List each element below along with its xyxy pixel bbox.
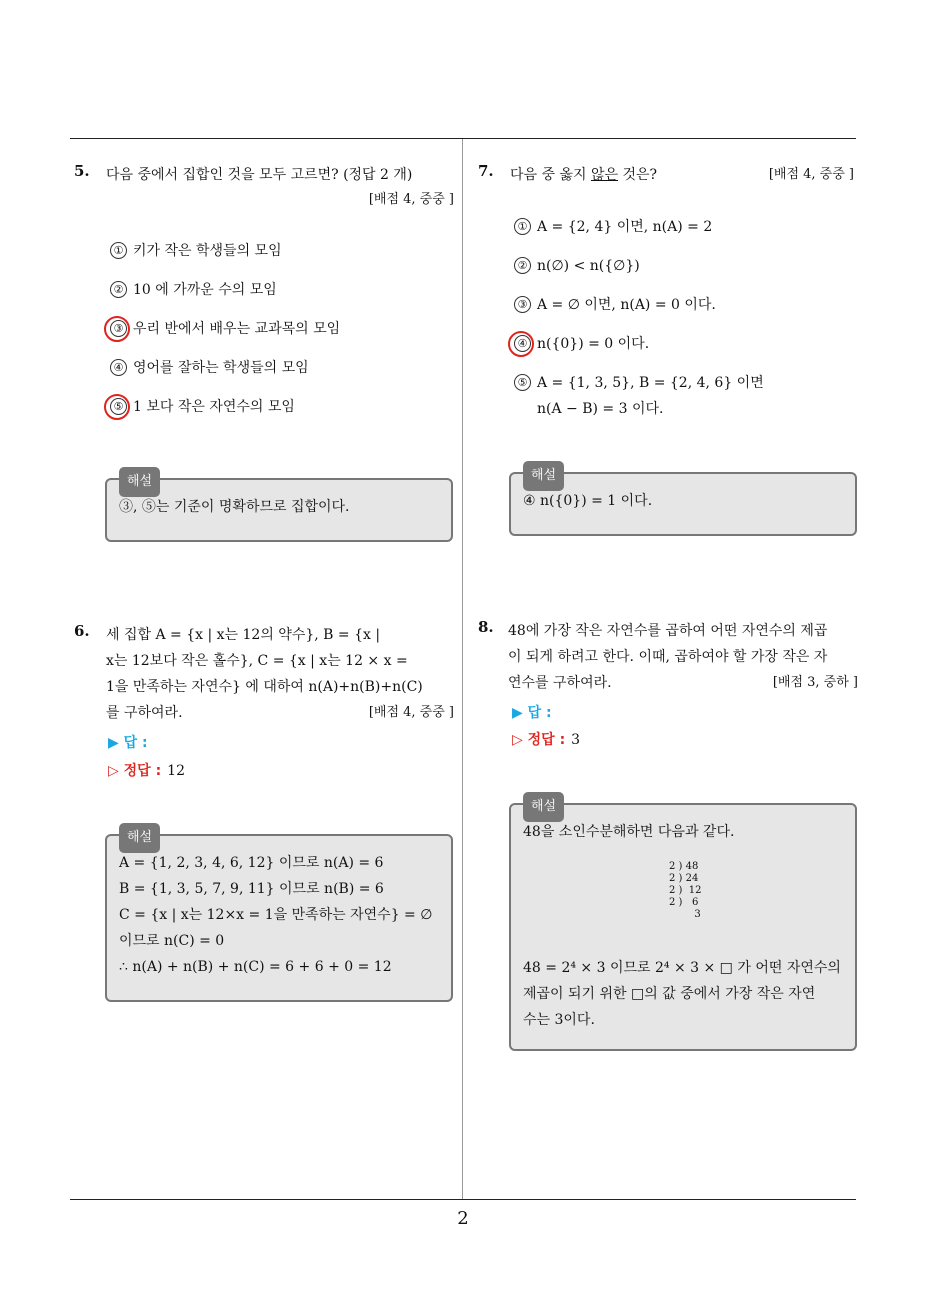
choice-text: 10 에 가까운 수의 모임 (133, 282, 277, 298)
top-rule (70, 138, 856, 139)
division-row: 2 ) 48 (669, 861, 699, 872)
explanation-line: 제곱이 되기 위한 □의 값 중에서 가장 작은 자연 (523, 986, 816, 1002)
explanation-box (509, 468, 857, 536)
choice-3[interactable] (110, 316, 340, 342)
prime-factorization-division (669, 861, 702, 921)
answer-mark (104, 316, 130, 342)
explanation-box (105, 830, 453, 1002)
choice-number: ② (110, 281, 127, 298)
choice-text: A = {2, 4} 이면, n(A) = 2 (537, 219, 713, 235)
question-number: 5. (74, 162, 90, 180)
column-divider (462, 139, 463, 1199)
choice-5-continued (537, 396, 663, 422)
choice-text: 1 보다 작은 자연수의 모임 (133, 399, 295, 415)
choice-4[interactable] (110, 355, 309, 381)
answer-mark (508, 331, 534, 357)
choice-number: ⑤ (110, 398, 127, 415)
choice-1[interactable] (514, 214, 712, 240)
choice-number: ① (110, 242, 127, 259)
choice-text: A = ∅ 이면, n(A) = 0 이다. (537, 297, 716, 313)
question-5 (74, 162, 454, 207)
question-meta: [배점 4, 중중 ] (768, 167, 854, 182)
correct-label: ▷ 정답 : (512, 732, 566, 748)
choice-3[interactable] (514, 292, 716, 318)
question-meta: [배점 4, 중중 ] (368, 705, 454, 720)
explanation-box (105, 474, 453, 542)
choice-text: 영어를 잘하는 학생들의 모임 (133, 360, 309, 376)
choice-text: 키가 작은 학생들의 모임 (133, 243, 282, 259)
correct-answer-row (108, 760, 185, 780)
question-number: 8. (478, 618, 494, 636)
choice-number: ① (514, 218, 531, 235)
choice-text: n({0}) = 0 이다. (537, 336, 650, 352)
question-8 (478, 618, 858, 696)
answer-input-row[interactable] (108, 732, 148, 752)
choice-text: 우리 반에서 배우는 교과목의 모임 (133, 321, 341, 337)
correct-label: ▷ 정답 : (108, 763, 162, 779)
question-line: 를 구하여라. (106, 705, 183, 721)
choice-number: ② (514, 257, 531, 274)
explanation-line: B = {1, 3, 5, 7, 9, 11} 이므로 n(B) = 6 (119, 881, 384, 897)
question-meta: [배점 3, 중하 ] (772, 675, 858, 690)
question-text-pre: 다음 중 옳지 (510, 167, 591, 183)
choice-number: ③ (514, 296, 531, 313)
division-row: 2 ) 24 (669, 873, 699, 884)
explanation-line: C = {x | x는 12×x = 1을 만족하는 자연수} = ∅ (119, 907, 433, 923)
choice-5[interactable] (514, 370, 764, 396)
choice-text: n(A − B) = 3 이다. (537, 401, 664, 417)
question-text: 다음 중에서 집합인 것을 모두 고르면? (정답 2 개) (106, 167, 413, 183)
choice-1[interactable] (110, 238, 282, 264)
choice-number: ④ (110, 359, 127, 376)
explanation-tag: 해설 (523, 792, 564, 822)
explanation-line: 이므로 n(C) = 0 (119, 933, 225, 949)
choice-5[interactable] (110, 394, 295, 420)
question-text-underline: 않은 (590, 167, 619, 183)
explanation-line: 48 = 2⁴ × 3 이므로 2⁴ × 3 × □ 가 어떤 자연수의 (523, 960, 841, 976)
question-line: 1을 만족하는 자연수} 에 대하여 n(A)+n(B)+n(C) (106, 679, 423, 695)
choice-4[interactable] (514, 331, 649, 357)
explanation-tag: 해설 (119, 823, 160, 853)
choice-number: ③ (110, 320, 127, 337)
question-text-post: 것은? (618, 167, 658, 183)
explanation-line: A = {1, 2, 3, 4, 6, 12} 이므로 n(A) = 6 (119, 855, 384, 871)
choice-text: A = {1, 3, 5}, B = {2, 4, 6} 이면 (537, 375, 764, 391)
explanation-box (509, 799, 857, 1051)
question-line: 세 집합 A = {x | x는 12의 약수}, B = {x | (106, 627, 381, 643)
division-row: 2 ) 6 (669, 897, 699, 908)
explanation-text: ③, ⑤는 기준이 명확하므로 집합이다. (119, 499, 350, 515)
answer-input-row[interactable] (512, 702, 552, 722)
question-7 (478, 162, 854, 188)
choice-2[interactable] (514, 253, 640, 279)
question-number: 6. (74, 622, 90, 640)
bottom-rule (70, 1199, 856, 1200)
question-meta: [배점 4, 중중 ] (368, 192, 454, 207)
explanation-tag: 해설 (523, 461, 564, 491)
explanation-line: ∴ n(A) + n(B) + n(C) = 6 + 6 + 0 = 12 (119, 959, 392, 975)
explanation-line: 수는 3이다. (523, 1012, 595, 1028)
question-number: 7. (478, 162, 494, 180)
choice-number: ⑤ (514, 374, 531, 391)
division-row: 3 (669, 909, 701, 920)
page-number: 2 (457, 1208, 469, 1229)
question-6 (74, 622, 454, 726)
choice-number: ④ (514, 335, 531, 352)
question-line: 48에 가장 작은 자연수를 곱하여 어떤 자연수의 제곱 (508, 623, 828, 639)
answer-label: ▶ 답 : (512, 705, 552, 721)
correct-value: 12 (167, 763, 185, 779)
explanation-text: ④ n({0}) = 1 이다. (523, 493, 653, 509)
correct-value: 3 (571, 732, 581, 748)
answer-mark (104, 394, 130, 420)
answer-label: ▶ 답 : (108, 735, 148, 751)
division-row: 2 ) 12 (669, 885, 702, 896)
explanation-tag: 해설 (119, 467, 160, 497)
choice-2[interactable] (110, 277, 277, 303)
choice-text: n(∅) < n({∅}) (537, 258, 640, 274)
explanation-intro: 48을 소인수분해하면 다음과 같다. (523, 824, 735, 840)
question-line: 연수를 구하여라. (508, 675, 612, 691)
question-line: 이 되게 하려고 한다. 이때, 곱하여야 할 가장 작은 자 (508, 649, 828, 665)
question-line: x는 12보다 작은 홀수}, C = {x | x는 12 × x = (106, 653, 408, 669)
correct-answer-row (512, 729, 580, 749)
